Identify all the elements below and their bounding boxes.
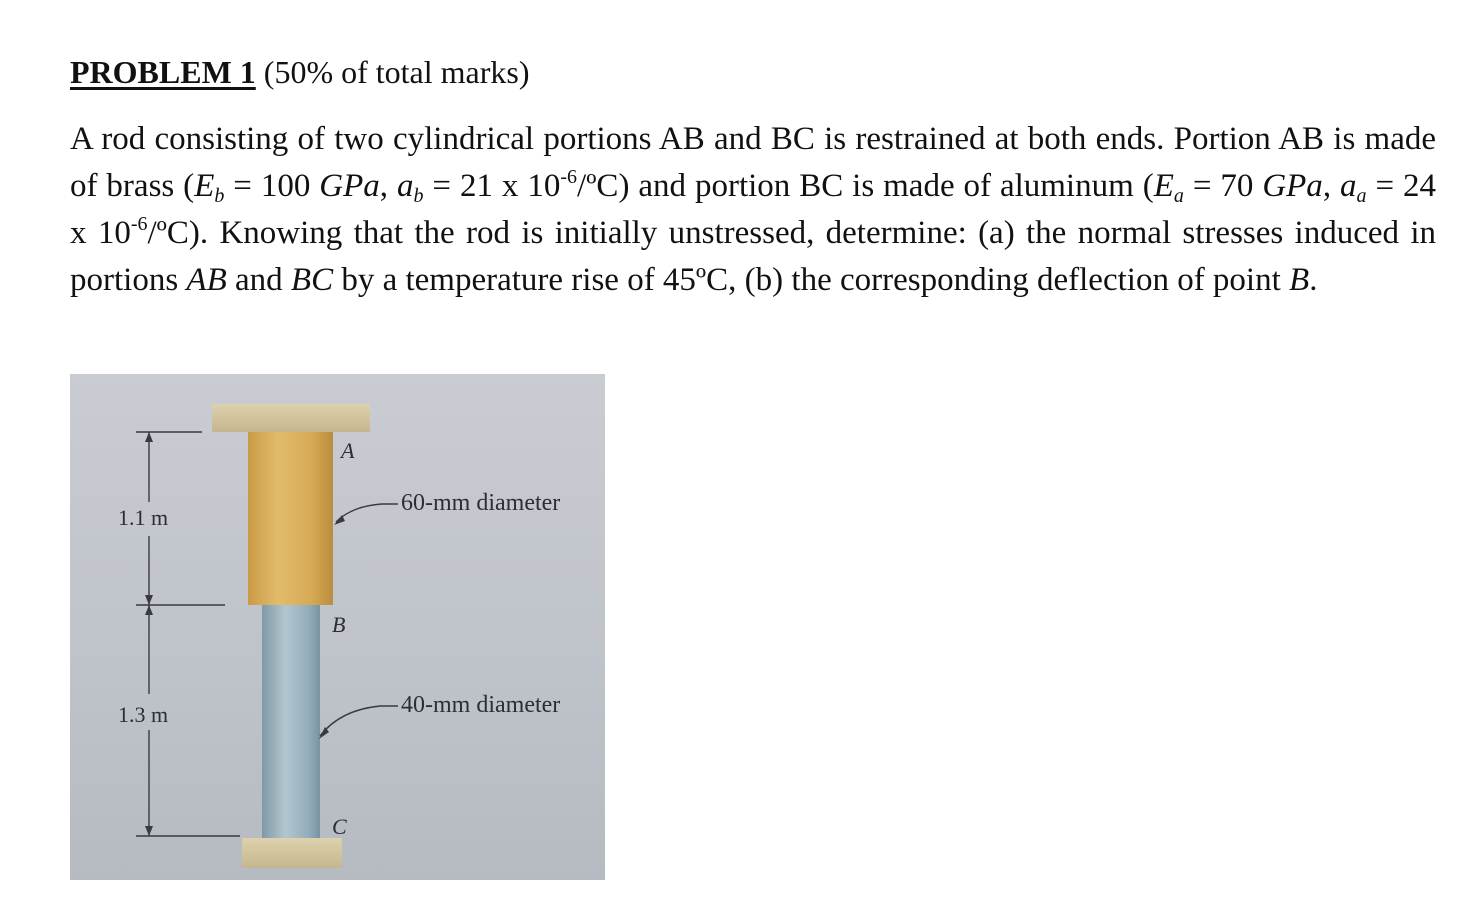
point-b-ref: B xyxy=(1289,262,1310,298)
unit-gpa: GPa xyxy=(319,168,380,204)
text-run: A rod consisting of two cylindrical portions AB and BC is restrained at both ends. Portion AB is made of brass ( xyxy=(70,121,1436,204)
problem-heading xyxy=(70,50,529,94)
bottom-support xyxy=(242,838,342,868)
brass-portion-ab xyxy=(248,432,333,605)
text-run: /ºC). Knowing that the rod is initially unstressed, determine: (a) the normal stresses induced in portions xyxy=(70,215,1436,298)
exponent: -6 xyxy=(130,213,148,235)
symbol-alpha-aluminum: a xyxy=(1340,168,1357,204)
aluminum-portion-bc xyxy=(262,605,320,838)
top-support xyxy=(212,404,370,432)
rod-figure xyxy=(70,374,605,880)
subscript-b: b xyxy=(413,185,424,207)
portion-bc: BC xyxy=(290,262,334,298)
point-c-label: C xyxy=(332,814,347,839)
portion-ab: AB xyxy=(186,262,227,298)
symbol-alpha-brass: a xyxy=(396,168,414,204)
unit-gpa: GPa xyxy=(1262,168,1323,204)
text-run: by a temperature rise of 45ºC, (b) the corresponding deflection of point xyxy=(333,262,1290,298)
problem-marks: (50% of total marks) xyxy=(263,54,530,90)
text-run: and xyxy=(226,262,291,298)
dimension-ab-label: 1.1 m xyxy=(118,505,169,530)
text-run: , xyxy=(379,168,397,204)
problem-title: PROBLEM 1 xyxy=(70,54,256,90)
diameter-bc-label: 40-mm diameter xyxy=(401,692,561,718)
exponent: -6 xyxy=(560,166,578,188)
symbol-E-aluminum: E xyxy=(1153,168,1174,204)
point-b-label: B xyxy=(332,612,346,637)
text-run: . xyxy=(1309,262,1318,298)
text-run: = 100 xyxy=(224,168,320,204)
subscript-b: b xyxy=(214,185,225,207)
text-run: = 70 xyxy=(1183,168,1263,204)
dimension-bc-label: 1.3 m xyxy=(118,702,169,727)
subscript-a: a xyxy=(1356,185,1367,207)
text-run: /ºC) and portion BC is made of aluminum ( xyxy=(577,168,1154,204)
text-run: , xyxy=(1322,168,1340,204)
text-run: = 21 x 10 xyxy=(423,168,561,204)
text-run: = 24 x 10 xyxy=(70,168,1436,251)
subscript-a: a xyxy=(1173,185,1184,207)
problem-statement xyxy=(70,116,1436,304)
diameter-ab-label: 60-mm diameter xyxy=(401,490,561,516)
point-a-label: A xyxy=(341,438,355,463)
dimension-lines xyxy=(136,432,240,836)
symbol-E-brass: E xyxy=(194,168,215,204)
